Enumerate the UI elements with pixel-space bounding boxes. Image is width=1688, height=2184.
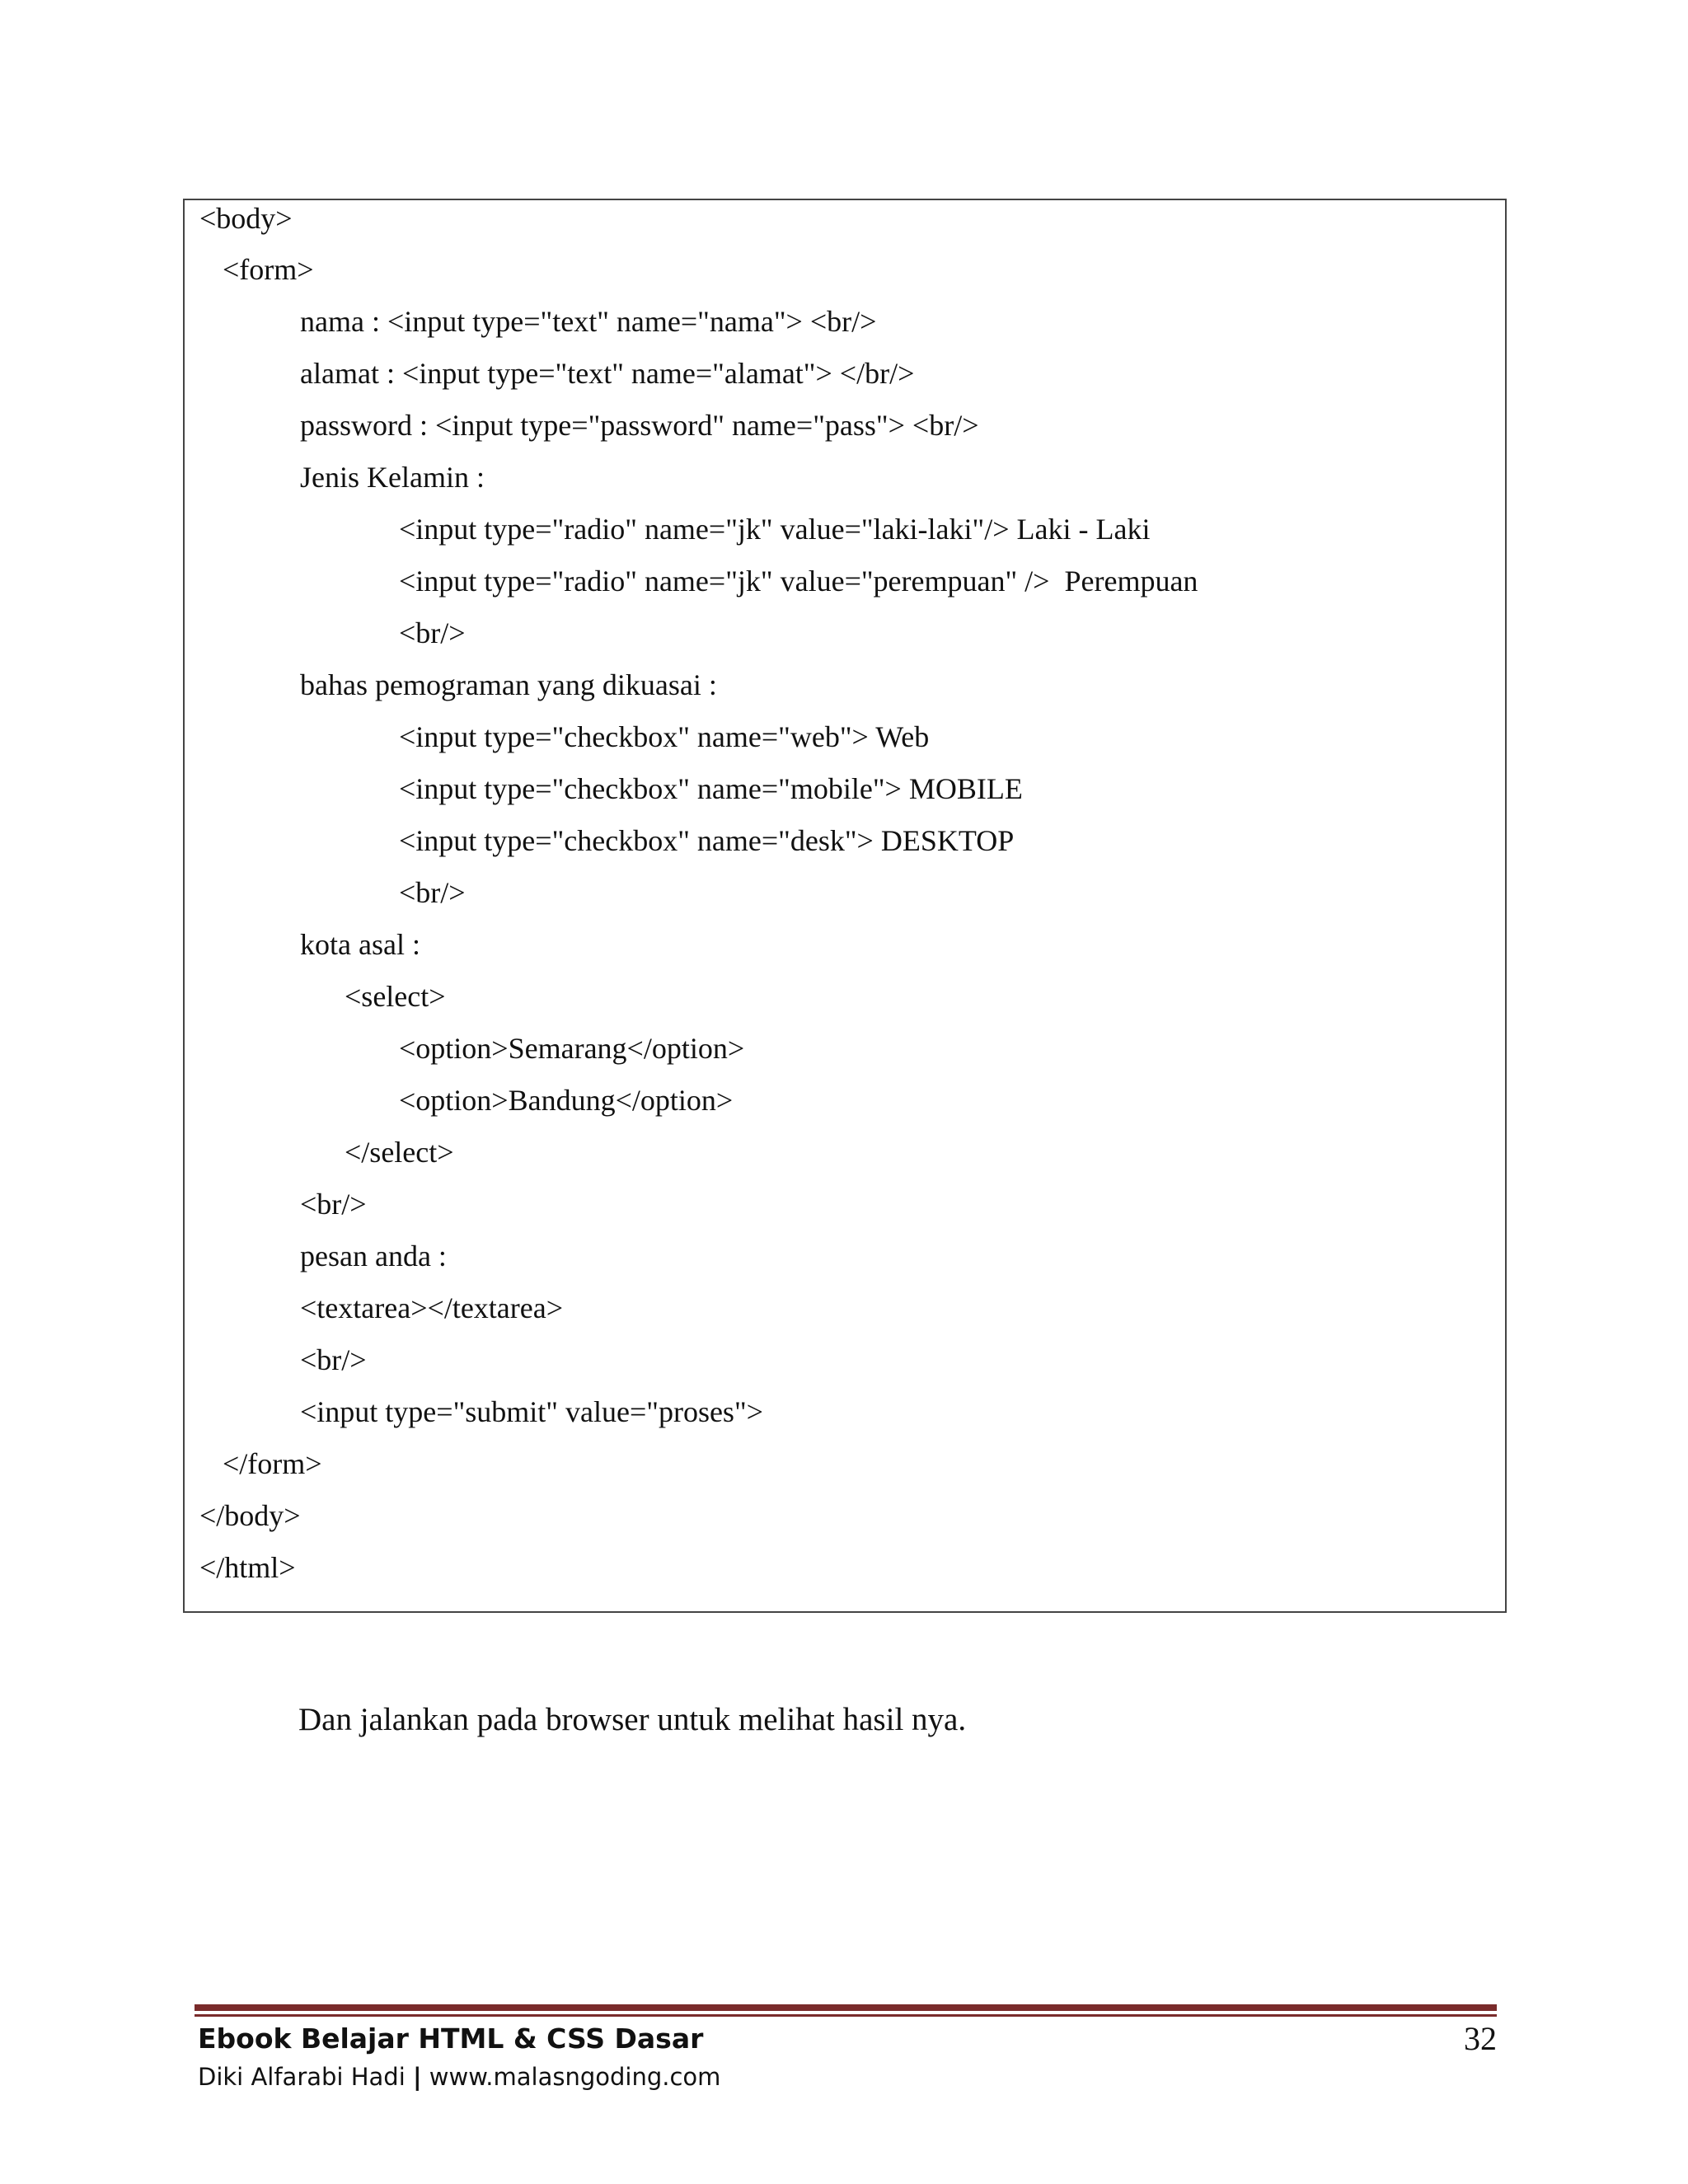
footer-website: www.malasngoding.com (429, 2063, 721, 2091)
page-number: 32 (1464, 2020, 1497, 2057)
code-line: </html> (199, 1551, 296, 1584)
footer-author: Diki Alfarabi Hadi (198, 2063, 406, 2091)
code-line: <input type="radio" name="jk" value="perempuan" /> Perempuan (399, 565, 1198, 598)
code-line: <br/> (300, 1343, 367, 1376)
code-line: <input type="radio" name="jk" value="laki-laki"/> Laki - Laki (399, 513, 1151, 546)
code-line: password : <input type="password" name="pass"> <br/> (300, 409, 979, 442)
footer-separator: | (412, 2063, 422, 2091)
body-paragraph: Dan jalankan pada browser untuk melihat hasil nya. (298, 1702, 967, 1737)
code-line: <input type="submit" value="proses"> (300, 1395, 763, 1428)
code-line: <textarea></textarea> (300, 1291, 564, 1324)
code-line: alamat : <input type="text" name="alamat"> </br/> (300, 357, 915, 390)
code-line: kota asal : (300, 928, 420, 961)
code-line: <br/> (300, 1188, 367, 1221)
code-line: <select> (345, 980, 446, 1013)
footer-byline (198, 2060, 720, 2093)
code-line: <input type="checkbox" name="web"> Web (399, 720, 930, 753)
code-line: Jenis Kelamin : (300, 461, 485, 494)
code-line: <br/> (399, 616, 466, 649)
code-line: <input type="checkbox" name="mobile"> MOBILE (399, 772, 1023, 805)
code-line: <option>Semarang</option> (399, 1032, 745, 1065)
code-line: pesan anda : (300, 1240, 447, 1272)
code-line: <body> (199, 202, 293, 235)
code-line: </select> (345, 1136, 454, 1169)
code-line: <option>Bandung</option> (399, 1084, 734, 1117)
code-line: </body> (199, 1499, 301, 1532)
code-line: <form> (223, 253, 314, 286)
code-listing-box (183, 199, 1507, 1613)
code-line: bahas pemograman yang dikuasai : (300, 668, 717, 701)
code-line: </form> (223, 1447, 322, 1480)
code-line: <input type="checkbox" name="desk"> DESKTOP (399, 824, 1015, 857)
footer-rule-thin (195, 2014, 1497, 2017)
footer-rule (195, 2004, 1497, 2011)
code-line: <br/> (399, 876, 466, 909)
footer-book-title: Ebook Belajar HTML & CSS Dasar (198, 2022, 704, 2055)
code-line: nama : <input type="text" name="nama"> <br/> (300, 305, 877, 338)
